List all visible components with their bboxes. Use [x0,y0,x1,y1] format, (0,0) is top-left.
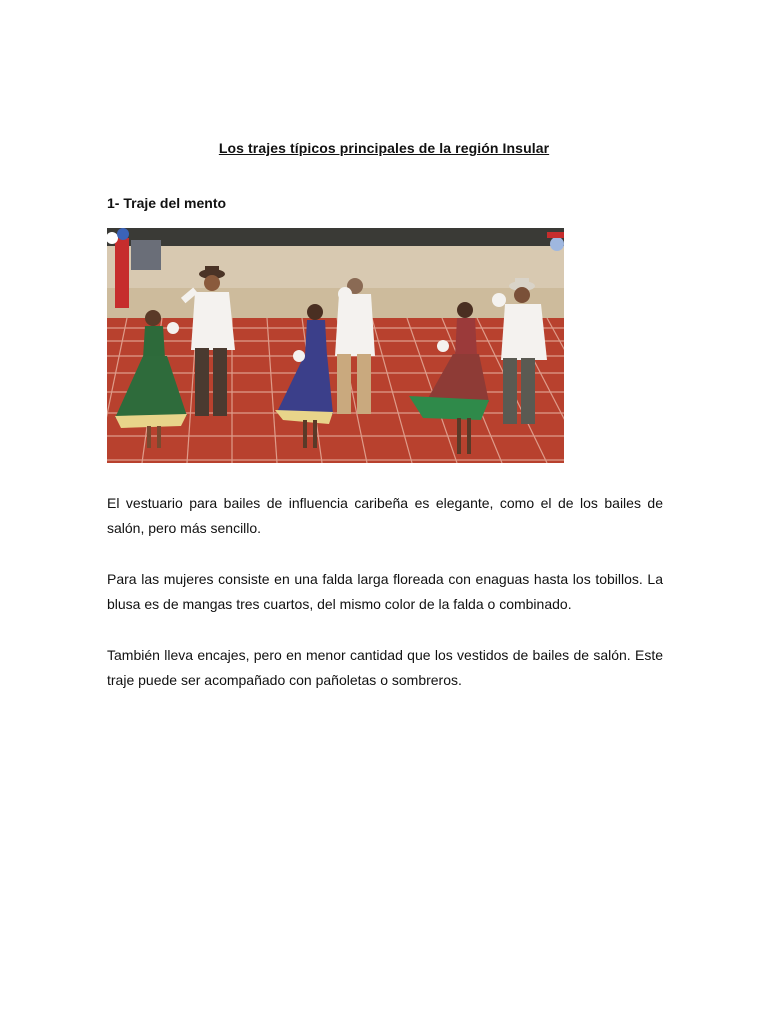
section-heading: 1- Traje del mento [107,195,227,211]
paragraph-3: También lleva encajes, pero en menor cantidad que los vestidos de bailes de salón. Este traje puede ser acompañado con pañoletas o sombreros. [107,647,663,688]
dancers-photo [107,228,564,463]
document-title: Los trajes típicos principales de la región Insular [218,140,550,156]
paragraph-2: Para las mujeres consiste en una falda larga floreada con enaguas hasta los tobillos. La blusa es de mangas tres cuartos, del mismo color de la falda o combinado. [107,571,663,612]
paragraph-1: El vestuario para bailes de influencia caribeña es elegante, como el de los bailes de salón, pero más sencillo. [107,495,663,536]
dancers-photo-illustration [107,228,564,463]
